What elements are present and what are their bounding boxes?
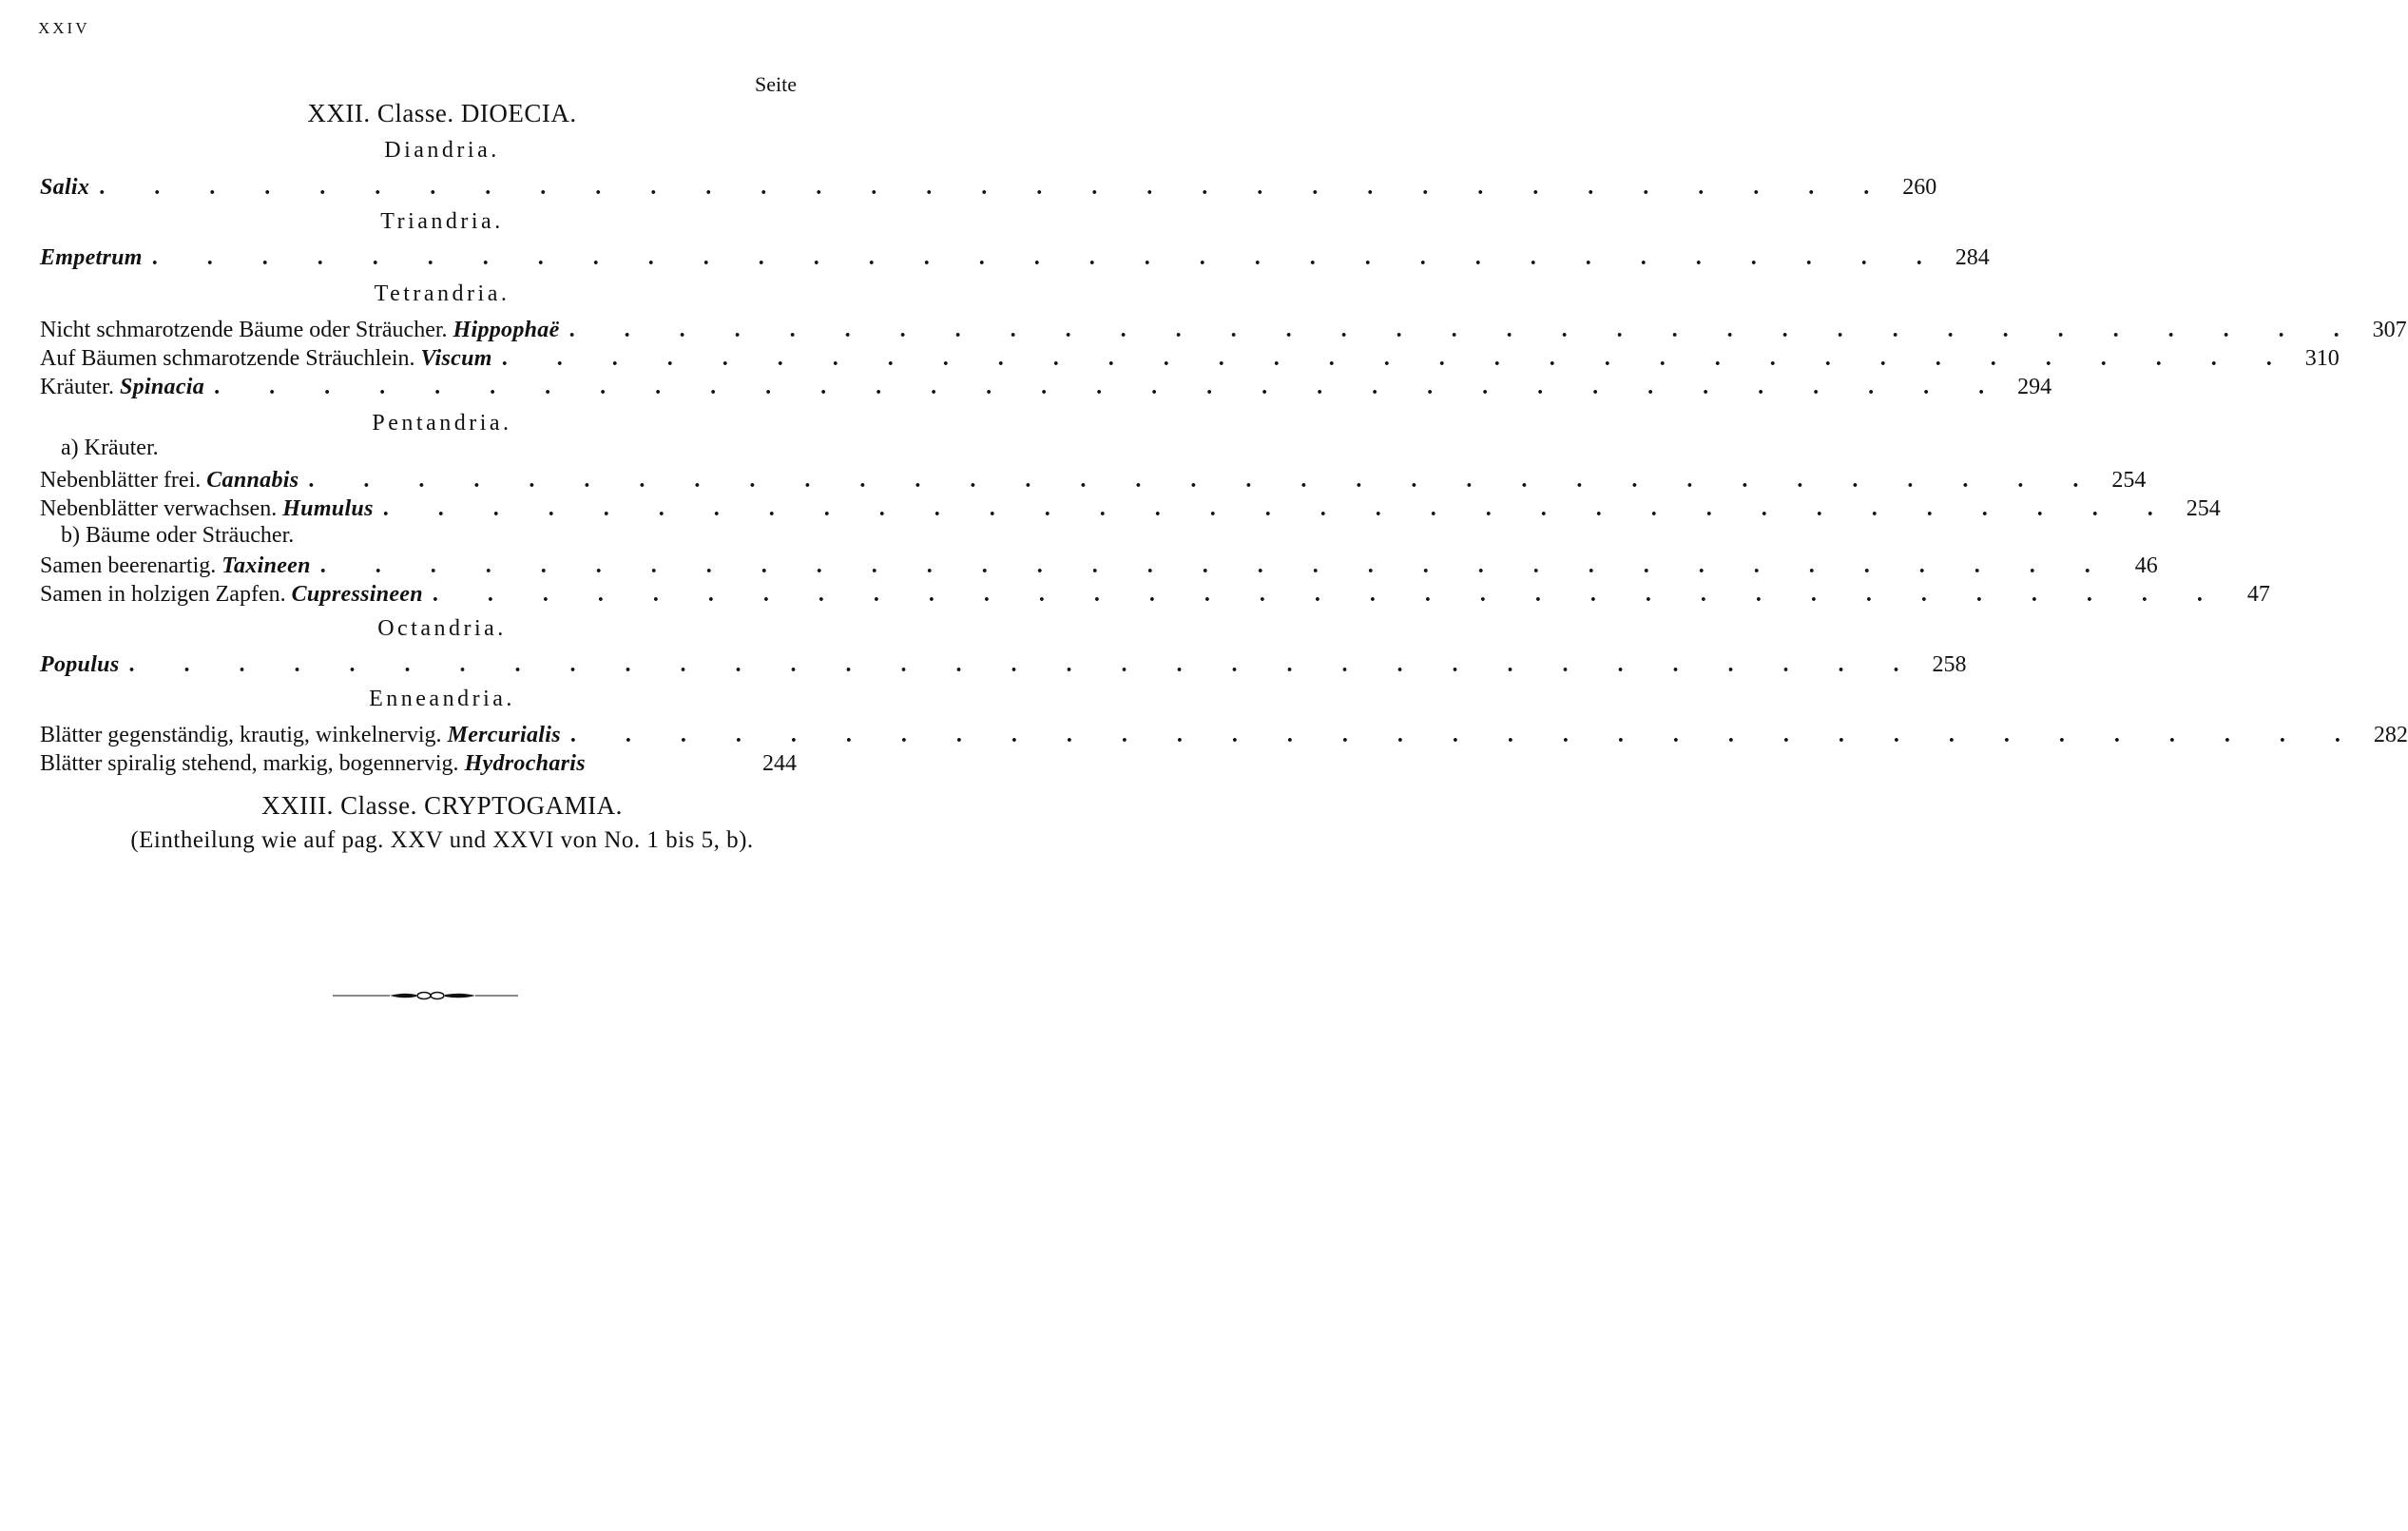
genus-name: Mercurialis	[447, 723, 561, 747]
dot-leader: . . . . . . . . . . . . . . . . . . . . . . . . . . . . . . . . .	[99, 175, 1892, 200]
genus-name: Viscum	[420, 346, 492, 371]
genus-name: Hydrocharis	[464, 751, 586, 776]
genus-name: Hippophaë	[453, 318, 560, 342]
entry-text: Nicht schmarotzende Bäume oder Sträucher. Hippophaë	[40, 318, 560, 342]
page-number: 310	[2304, 346, 2340, 371]
page-folio: XXIV	[38, 19, 90, 37]
dot-leader: . . . . . . . . . . . . . . . . . . . . . . . . . . . . . . . . .	[432, 582, 2225, 607]
page-number: 254	[2186, 496, 2221, 521]
dot-leader: . . . . . . . . . . . . . . . . . . . . . . . . . . . . . . . . .	[382, 496, 2175, 521]
entry-text: Samen beerenartig. Taxineen	[40, 553, 311, 578]
page-number: 282	[2373, 723, 2408, 747]
page-number: 46	[2134, 553, 2158, 578]
entry-text: Blätter spiralig stehend, markig, bogennervig. Hydrocharis	[40, 751, 586, 776]
page-number: 260	[1902, 175, 1937, 200]
entry-text: Kräuter. Spinacia	[40, 375, 205, 399]
genus-name: Cannabis	[206, 468, 299, 493]
index-entry	[40, 173, 1937, 202]
dot-leader: . . . . . . . . . . . . . . . . . . . . . . . . . . . . . . . . .	[151, 245, 1944, 270]
index-entry	[40, 552, 2158, 580]
genus-name: Populus	[40, 652, 120, 677]
index-entry	[40, 494, 2221, 523]
dot-leader: . . . . . . . . . . . . . . . . . . . . . . . . . . . . . . . . .	[568, 318, 2361, 342]
index-entry	[40, 650, 1967, 679]
entry-text: Nebenblätter verwachsen. Humulus	[40, 496, 374, 521]
index-entry	[40, 580, 2270, 609]
page-number: 47	[2246, 582, 2270, 607]
order-heading-diandria: Diandria.	[384, 138, 500, 163]
entry-text: Blätter gegenständig, krautig, winkelnervig. Mercurialis	[40, 723, 561, 747]
dot-leader: . . . . . . . . . . . . . . . . . . . . . . . . . . . . . . . . .	[569, 723, 2362, 747]
genus-name: Humulus	[282, 496, 374, 521]
genus-name: Taxineen	[222, 553, 311, 578]
order-heading-tetrandria: Tetrandria.	[374, 281, 510, 306]
class-heading-xxiii: XXIII. Classe. CRYPTOGAMIA.	[261, 791, 623, 820]
index-entry	[40, 243, 1990, 272]
page-number: 254	[2111, 468, 2147, 493]
genus-name: Cupressineen	[291, 582, 423, 607]
class-heading-xxii: XXII. Classe. DIOECIA.	[307, 99, 577, 127]
dot-leader: . . . . . . . . . . . . . . . . . . . . . . . . . . . . . . . . .	[128, 652, 1921, 677]
page-number: 294	[2017, 375, 2052, 399]
genus-name: Empetrum	[40, 245, 143, 270]
order-heading-enneandria: Enneandria.	[369, 687, 515, 711]
dot-leader: . . . . . . . . . . . . . . . . . . . . . . . . . . . . . . . . .	[214, 375, 2007, 399]
dot-leader: . . . . . . . . . . . . . . . . . . . . . . . . . . . . . . . . .	[308, 468, 2101, 493]
entry-text	[40, 650, 119, 679]
genus-name: Spinacia	[119, 375, 205, 399]
entry-text: Samen in holzigen Zapfen. Cupressineen	[40, 582, 423, 607]
index-entry	[40, 373, 2052, 401]
column-header-seite: Seite	[755, 72, 797, 96]
subgroup-label-a: a) Kräuter.	[61, 436, 159, 460]
division-note: (Eintheilung wie auf pag. XXV und XXVI von No. 1 bis 5, b).	[130, 827, 754, 853]
page-number: 284	[1955, 245, 1990, 270]
order-heading-pentandria: Pentandria.	[372, 411, 512, 436]
index-entry	[40, 344, 2340, 373]
tailpiece-ornament-icon	[333, 989, 518, 1002]
index-entry	[40, 749, 797, 778]
index-entry	[40, 721, 2408, 749]
order-heading-octandria: Octandria.	[377, 616, 507, 641]
dot-leader: . . . . . . . . . . . . . . . . . . . . . . . . . . . . . . . . .	[319, 553, 2112, 578]
genus-name: Salix	[40, 175, 90, 200]
page-number: 258	[1932, 652, 1967, 677]
page-number: 244	[762, 751, 797, 776]
entry-text: Auf Bäumen schmarotzende Sträuchlein. Viscum	[40, 346, 492, 371]
index-entry	[40, 466, 2147, 494]
entry-text	[40, 173, 89, 202]
entry-text	[40, 243, 143, 272]
order-heading-triandria: Triandria.	[380, 209, 504, 234]
entry-text: Nebenblätter frei. Cannabis	[40, 468, 299, 493]
subgroup-label-b: b) Bäume oder Sträucher.	[61, 523, 295, 548]
dot-leader: . . . . . . . . . . . . . . . . . . . . . . . . . . . . . . . . .	[501, 346, 2294, 371]
index-entry	[40, 316, 2407, 344]
page-number: 307	[2372, 318, 2407, 342]
